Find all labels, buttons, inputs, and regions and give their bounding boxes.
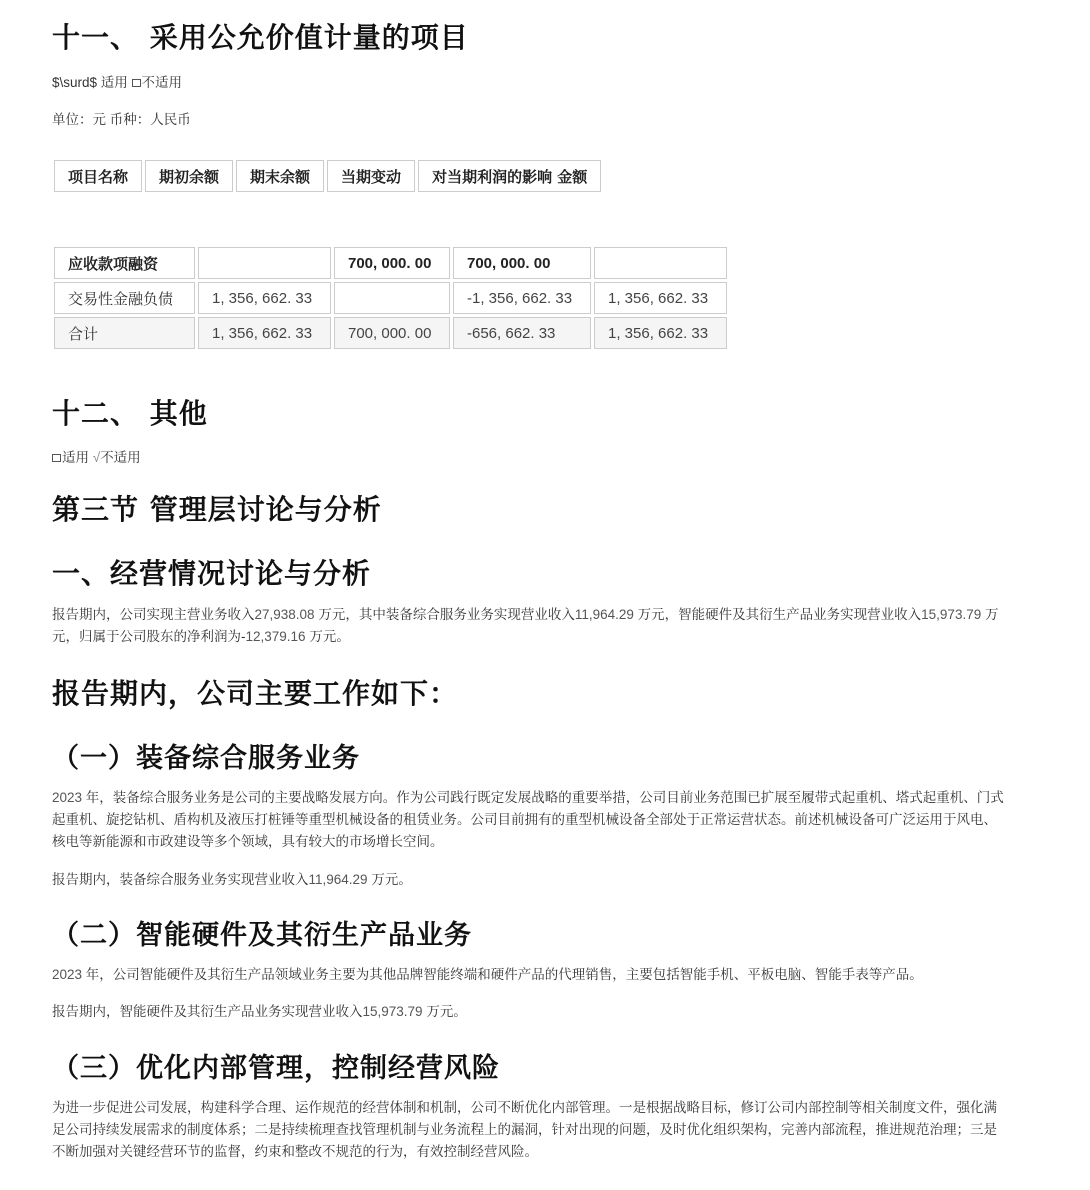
header-closing-balance: 期末余额 (236, 160, 324, 192)
section-12-applicability (52, 446, 141, 466)
checkbox-empty-icon (52, 454, 61, 462)
applicable-label: $\surd$ 适用 (52, 75, 132, 90)
fair-value-data-table (51, 244, 730, 352)
item-3-title: （三）优化内部管理，控制经营风险 (52, 1053, 500, 1084)
applicable-label: 适用 (62, 450, 93, 465)
table-row-total (54, 317, 727, 349)
not-applicable-label: 不适用 (141, 75, 183, 90)
section-11-title: 十一、 采用公允价值计量的项目 (52, 21, 469, 54)
cell-profit-impact (594, 247, 727, 279)
cell-change: 700, 000. 00 (453, 247, 591, 279)
checkbox-empty-icon (132, 79, 141, 87)
checkmark-icon: √ (92, 450, 101, 465)
header-current-change: 当期变动 (327, 160, 415, 192)
operating-summary-paragraph: 报告期内，公司实现主营业务收入27,938.08 万元，其中装备综合服务业务实现营业收入11,964.29 万元，智能硬件及其衍生产品业务实现营业收入15,973.79 万元，归属于公司股东的净利润为-12,379.16 万元。 (52, 607, 999, 644)
table-row (54, 282, 727, 314)
cell-closing (334, 282, 450, 314)
main-work-title: 报告期内，公司主要工作如下： (52, 677, 459, 710)
section-11-applicability (52, 71, 182, 91)
item-2-result: 报告期内，智能硬件及其衍生产品业务实现营业收入15,973.79 万元。 (52, 1004, 467, 1019)
item-1-body: 2023 年，装备综合服务业务是公司的主要战略发展方向。作为公司践行既定发展战略的重要举措，公司目前业务范围已扩展至履带式起重机、塔式起重机、门式起重机、旋挖钻机、盾构机及液压打桩锤等重型机械设备的租赁业务。公司目前拥有的重型机械设备全部处于正常运营状态。前述机械设备可广泛运用于风电、核电等新能源和市政建设等多个领域，具有较大的市场增长空间。 (52, 790, 1004, 849)
item-1-result: 报告期内，装备综合服务业务实现营业收入11,964.29 万元。 (52, 872, 412, 887)
cell-opening: 1, 356, 662. 33 (198, 282, 331, 314)
equipment-revenue-value: 11,964.29 (574, 607, 634, 622)
cell-change: -1, 356, 662. 33 (453, 282, 591, 314)
cell-opening (198, 247, 331, 279)
chapter-3-title: 第三节 管理层讨论与分析 (52, 493, 382, 526)
cell-profit-impact: 1, 356, 662. 33 (594, 282, 727, 314)
cell-item-name: 合计 (54, 317, 195, 349)
cell-change: -656, 662. 33 (453, 317, 591, 349)
item-2-body: 2023 年，公司智能硬件及其衍生产品领域业务主要为其他品牌智能终端和硬件产品的代理销售，主要包括智能手机、平板电脑、智能手表等产品。 (52, 967, 923, 982)
net-profit-value: 12,379.16 (245, 629, 306, 644)
item-3-body: 为进一步促进公司发展，构建科学合理、运作规范的经营体制和机制，公司不断优化内部管理。一是根据战略目标，修订公司内部控制等相关制度文件，强化满足公司持续发展需求的制度体系；二是持续梳理查找管理机制与业务流程上的漏洞，针对出现的问题，及时优化组织架构，完善内部流程，推进规范治理；三是不断加强对关键经营环节的监督，约束和整改不规范的行为，有效控制经营风险。 (52, 1100, 997, 1159)
cell-closing: 700, 000. 00 (334, 247, 450, 279)
subsection-1-title: 一、经营情况讨论与分析 (52, 557, 372, 590)
item-1-title: （一）装备综合服务业务 (52, 743, 360, 774)
cell-closing: 700, 000. 00 (334, 317, 450, 349)
cell-opening: 1, 356, 662. 33 (198, 317, 331, 349)
hardware-revenue-value: 15,973.79 (921, 607, 982, 622)
not-applicable-label: 不适用 (100, 450, 141, 465)
section-12-title: 十二、 其他 (52, 397, 208, 430)
item-2-title: （二）智能硬件及其衍生产品业务 (52, 920, 472, 951)
fair-value-header-table (51, 157, 604, 195)
header-item-name: 项目名称 (54, 160, 142, 192)
table-header-row (54, 160, 601, 192)
cell-item-name: 交易性金融负债 (54, 282, 195, 314)
header-opening-balance: 期初余额 (145, 160, 233, 192)
main-revenue-value: 27,938.08 (254, 607, 315, 622)
header-profit-impact: 对当期利润的影响 金额 (418, 160, 601, 192)
table-row (54, 247, 727, 279)
cell-item-name: 应收款项融资 (54, 247, 195, 279)
cell-profit-impact: 1, 356, 662. 33 (594, 317, 727, 349)
unit-currency-line: 单位：元 币种：人民币 (52, 112, 191, 127)
